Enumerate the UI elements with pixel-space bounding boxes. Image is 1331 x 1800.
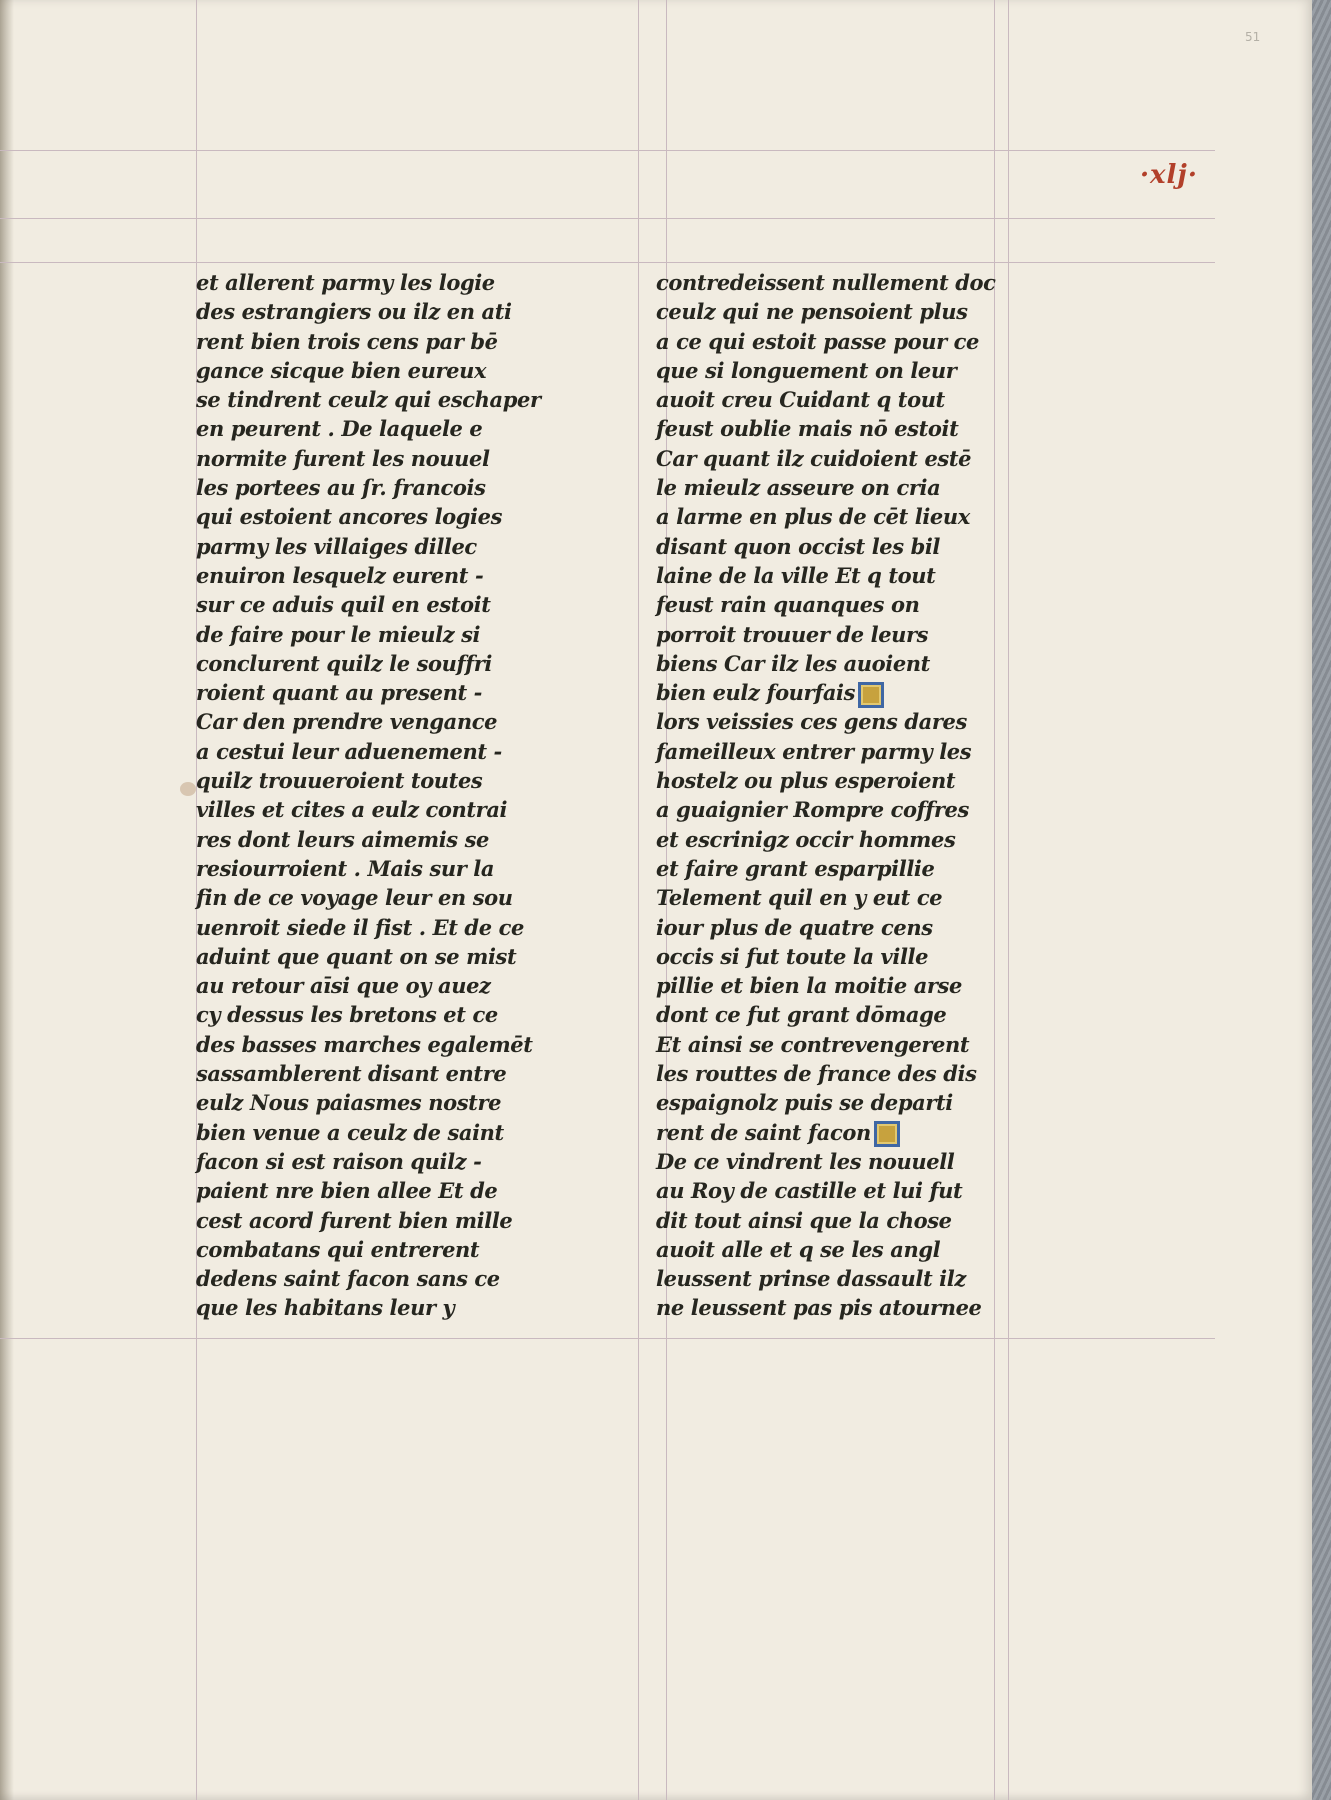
text-line-content: a larme en plus de cēt lieux xyxy=(656,504,970,530)
text-line-content: dont ce fut grant dōmage xyxy=(656,1002,947,1028)
text-line xyxy=(656,854,1056,883)
folio-number: 51 xyxy=(1245,30,1261,44)
text-line xyxy=(196,444,596,473)
text-line xyxy=(656,883,1056,912)
text-line-content: villes et cites a eulz contrai xyxy=(196,797,508,823)
text-line xyxy=(656,473,1056,502)
text-line xyxy=(656,1235,1056,1264)
text-line xyxy=(196,1264,596,1293)
ruling-line xyxy=(0,150,1215,151)
text-line-content: uenroit siede il fist . Et de ce xyxy=(196,914,524,940)
text-line-content: a cestui leur aduenement - xyxy=(196,738,502,764)
text-line xyxy=(656,942,1056,971)
text-line xyxy=(196,1030,596,1059)
text-line-content: lors veissies ces gens dares xyxy=(656,709,967,735)
text-line xyxy=(196,971,596,1000)
text-line-content: des basses marches egalemēt xyxy=(196,1031,533,1057)
text-line-content: les routtes de france des dis xyxy=(656,1061,977,1087)
text-line xyxy=(656,795,1056,824)
text-line xyxy=(656,1264,1056,1293)
text-line-content: bien venue a ceulz de saint xyxy=(196,1119,504,1145)
text-line-content: fin de ce voyage leur en sou xyxy=(196,885,513,911)
text-line-content: aduint que quant on se mist xyxy=(196,943,517,969)
text-line xyxy=(196,942,596,971)
text-line xyxy=(656,590,1056,619)
text-line-content: cy dessus les bretons et ce xyxy=(196,1002,498,1028)
text-line xyxy=(656,385,1056,414)
text-line-content: Car quant ilz cuidoient estē xyxy=(656,445,972,471)
text-line xyxy=(196,795,596,824)
text-line-content: des estrangiers ou ilz en ati xyxy=(196,299,512,325)
text-line xyxy=(656,1206,1056,1235)
text-line-content: fameilleux entrer parmy les xyxy=(656,738,972,764)
text-line-content: au retour aīsi que oy auez xyxy=(196,973,491,999)
text-line xyxy=(196,590,596,619)
illuminated-initial-icon xyxy=(874,1121,900,1147)
text-line xyxy=(196,766,596,795)
text-line-content: parmy les villaiges dillec xyxy=(196,533,477,559)
text-line-content: dedens saint facon sans ce xyxy=(196,1266,500,1292)
text-line xyxy=(656,414,1056,443)
text-line-content: eulz Nous paiasmes nostre xyxy=(196,1090,502,1116)
text-line xyxy=(656,268,1056,297)
text-line-content: resiourroient . Mais sur la xyxy=(196,855,495,881)
text-line xyxy=(656,1176,1056,1205)
ruling-line xyxy=(0,218,1215,219)
text-line-content: ceulz qui ne pensoient plus xyxy=(656,299,968,325)
text-line-content: leussent prinse dassault ilz xyxy=(656,1266,966,1292)
text-line-content: a ce qui estoit passe pour ce xyxy=(656,328,979,354)
text-line-content: a guaignier Rompre coffres xyxy=(656,797,969,823)
text-line-content: gance sicque bien eureux xyxy=(196,357,487,383)
text-line xyxy=(196,414,596,443)
text-line-content: sassamblerent disant entre xyxy=(196,1061,507,1087)
text-line-content: pillie et bien la moitie arse xyxy=(656,973,962,999)
text-line-content: enuiron lesquelz eurent - xyxy=(196,562,484,588)
text-line-content: au Roy de castille et lui fut xyxy=(656,1178,963,1204)
text-line-content: res dont leurs aimemis se xyxy=(196,826,490,852)
text-line-content: les portees au ſr. francois xyxy=(196,475,486,501)
chapter-number: ·xlj· xyxy=(1140,160,1198,190)
illuminated-initial-icon xyxy=(858,682,884,708)
text-line xyxy=(196,737,596,766)
text-column-right xyxy=(656,268,1056,1323)
text-line xyxy=(196,268,596,297)
text-line-content: et allerent parmy les logie xyxy=(196,270,495,295)
text-line xyxy=(196,1088,596,1117)
text-line-content: Telement quil en y eut ce xyxy=(656,885,943,911)
text-line-content: auoit creu Cuidant q tout xyxy=(656,387,945,413)
text-line xyxy=(656,737,1056,766)
text-line xyxy=(196,532,596,561)
text-line xyxy=(656,561,1056,590)
text-line xyxy=(196,707,596,736)
text-line xyxy=(196,913,596,942)
text-line xyxy=(656,1030,1056,1059)
text-line xyxy=(196,1235,596,1264)
text-line xyxy=(196,1176,596,1205)
text-line xyxy=(196,502,596,531)
text-line xyxy=(656,971,1056,1000)
text-line xyxy=(196,385,596,414)
ruling-line xyxy=(638,0,639,1800)
text-line-content: laine de la ville Et q tout xyxy=(656,562,936,588)
text-line-content: Et ainsi se contrevengerent xyxy=(656,1031,970,1057)
gutter-shadow xyxy=(0,0,14,1800)
text-line-content: de faire pour le mieulz si xyxy=(196,621,481,647)
text-line xyxy=(656,620,1056,649)
text-line-content: que les habitans leur y xyxy=(196,1295,455,1321)
ruling-line xyxy=(0,1338,1215,1339)
text-line xyxy=(196,356,596,385)
text-line xyxy=(196,883,596,912)
text-line-content: espaignolz puis se departi xyxy=(656,1090,953,1116)
text-line xyxy=(656,1000,1056,1029)
text-line-content: cest acord furent bien mille xyxy=(196,1207,513,1233)
text-line-content: occis si fut toute la ville xyxy=(656,943,929,969)
text-line xyxy=(196,473,596,502)
text-line xyxy=(656,766,1056,795)
text-line-content: paient nre bien allee Et de xyxy=(196,1178,498,1204)
text-line xyxy=(656,1059,1056,1088)
text-line xyxy=(656,1293,1056,1322)
text-line-content: roient quant au present - xyxy=(196,680,482,706)
text-line xyxy=(196,561,596,590)
text-line xyxy=(656,327,1056,356)
text-line-content: le mieulz asseure on cria xyxy=(656,475,941,501)
text-line-content: dit tout ainsi que la chose xyxy=(656,1207,952,1233)
text-line xyxy=(196,1147,596,1176)
text-line-content: biens Car ilz les auoient xyxy=(656,650,930,676)
text-line xyxy=(656,444,1056,473)
text-line xyxy=(656,825,1056,854)
text-line-content: en peurent . De laquele e xyxy=(196,416,483,442)
text-line xyxy=(656,502,1056,531)
text-line xyxy=(196,620,596,649)
text-line xyxy=(196,825,596,854)
text-line-content: feust oublie mais nō estoit xyxy=(656,416,959,442)
text-line-content: Car den prendre vengance xyxy=(196,709,498,735)
text-column-left xyxy=(196,268,596,1323)
text-line xyxy=(656,1147,1056,1176)
text-line-content: sur ce aduis quil en estoit xyxy=(196,592,491,618)
text-line-content: rent bien trois cens par bē xyxy=(196,328,498,354)
text-line xyxy=(196,327,596,356)
text-line-content: porroit trouuer de leurs xyxy=(656,621,929,647)
text-line-content: normite furent les nouuel xyxy=(196,445,490,471)
text-line xyxy=(656,532,1056,561)
text-line-content: De ce vindrent les nouuell xyxy=(656,1148,955,1174)
text-line-content: auoit alle et q se les angl xyxy=(656,1236,941,1262)
text-line-content: se tindrent ceulz qui eschaper xyxy=(196,387,541,413)
text-line xyxy=(656,1088,1056,1117)
text-line-content: conclurent quilz le souffri xyxy=(196,650,492,676)
text-line xyxy=(196,1293,596,1322)
text-line xyxy=(196,1000,596,1029)
text-line xyxy=(656,649,1056,678)
text-line xyxy=(196,678,596,707)
text-line-content: que si longuement on leur xyxy=(656,357,957,383)
text-line-content: hostelz ou plus esperoient xyxy=(656,768,956,794)
text-line-content: rent de saint facon xyxy=(656,1119,871,1145)
text-line-content: et escrinigz occir hommes xyxy=(656,826,956,852)
text-line xyxy=(656,707,1056,736)
text-line xyxy=(656,913,1056,942)
text-line-content: iour plus de quatre cens xyxy=(656,914,933,940)
text-line xyxy=(656,678,1056,707)
text-line xyxy=(656,356,1056,385)
text-line-content: ne leussent pas pis atournee xyxy=(656,1295,982,1321)
text-line-content: qui estoient ancores logies xyxy=(196,504,503,530)
text-line-content: combatans qui entrerent xyxy=(196,1236,480,1262)
text-line xyxy=(196,854,596,883)
text-line-content: quilz trouueroient toutes xyxy=(196,768,483,794)
text-line xyxy=(196,1206,596,1235)
text-line xyxy=(656,297,1056,326)
text-line xyxy=(196,297,596,326)
text-line-content: contredeissent nullement doc xyxy=(656,270,996,295)
text-line-content: facon si est raison quilz - xyxy=(196,1148,482,1174)
text-line-content: bien eulz fourfais xyxy=(656,680,856,706)
text-line-content: et faire grant esparpillie xyxy=(656,855,935,881)
text-line xyxy=(196,1118,596,1147)
text-line-content: feust rain quanques on xyxy=(656,592,920,618)
text-line xyxy=(656,1118,1056,1147)
text-line-content: disant quon occist les bil xyxy=(656,533,941,559)
parchment-stain xyxy=(180,782,196,796)
text-line xyxy=(196,1059,596,1088)
ruling-line xyxy=(0,262,1215,263)
text-line xyxy=(196,649,596,678)
